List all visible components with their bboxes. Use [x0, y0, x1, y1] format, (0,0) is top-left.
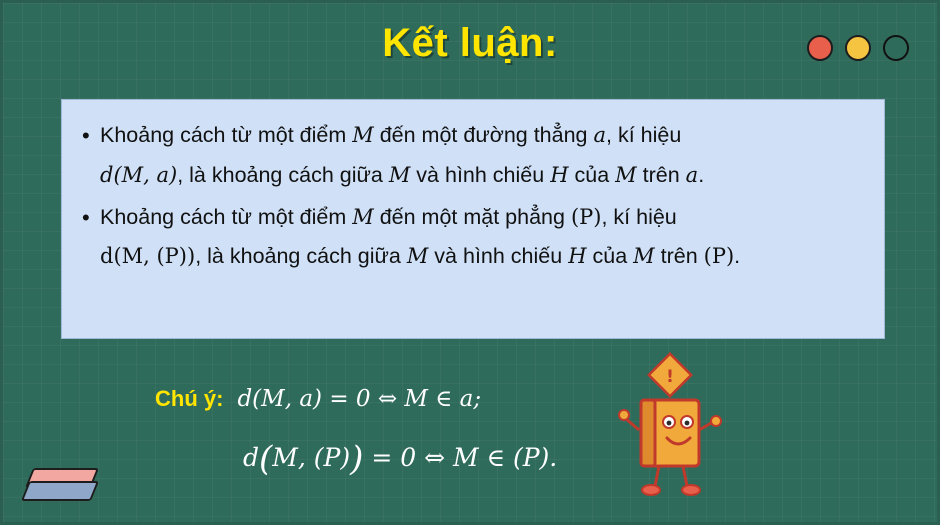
note-formula-2-post: = 0 ⇔ M ∈ (P).	[363, 443, 558, 472]
b1-h: H	[550, 162, 569, 187]
list-item	[82, 198, 862, 278]
bullet-marker-icon: •	[82, 123, 90, 148]
b2-t3: , kí hiệu	[601, 204, 677, 229]
eraser-bottom	[21, 481, 99, 501]
b2-p: (P)	[570, 204, 602, 229]
b2-h: H	[568, 244, 587, 269]
b1-t2: đến một đường thẳng	[373, 123, 594, 147]
list-item	[82, 116, 862, 196]
b2-t5: và hình chiếu	[428, 244, 569, 269]
bullet-text-1	[100, 116, 862, 196]
b1-t1: Khoảng cách từ một điểm	[100, 123, 353, 147]
dot-yellow-icon	[845, 35, 871, 61]
b1-a: a	[593, 123, 607, 147]
b2-t2: đến một mặt phẳng	[373, 204, 571, 229]
b2-m1: M	[352, 204, 374, 229]
decorative-dots	[807, 35, 909, 61]
note-block	[155, 386, 481, 412]
conclusion-panel	[61, 99, 885, 339]
b1-a2: a	[685, 162, 699, 187]
b2-p2: (P)	[703, 244, 735, 269]
b2-formula: d(M, (P))	[100, 244, 196, 269]
b2-t6: của	[586, 244, 634, 269]
b2-t4: , là khoảng cách giữa	[195, 244, 407, 269]
bullet-marker-icon: •	[82, 204, 90, 230]
dot-red-icon	[807, 35, 833, 61]
book-mascot-icon	[617, 352, 737, 502]
note-formula-1: d(M, a) = 0 ⇔ M ∈ a;	[237, 386, 482, 412]
svg-text:!: !	[666, 367, 674, 387]
b1-m1: M	[352, 123, 374, 147]
b2-m2: M	[406, 244, 429, 269]
b1-t7: trên	[636, 162, 686, 187]
note-formula-2-pre: d	[243, 443, 260, 472]
b2-t8: .	[734, 244, 741, 269]
note-formula-2	[243, 439, 558, 479]
note-label: Chú ý:	[155, 386, 224, 411]
b1-t8: .	[698, 162, 705, 187]
left-paren: (	[259, 439, 273, 479]
b2-m3: M	[633, 244, 655, 269]
dot-dark-icon	[883, 35, 909, 61]
b1-t6: của	[568, 162, 616, 187]
page-title: Kết luận:	[382, 21, 558, 65]
b1-formula: d(M, a)	[100, 162, 178, 187]
b1-t3: , kí hiệu	[606, 123, 682, 147]
b1-t4: , là khoảng cách giữa	[177, 162, 389, 187]
bullet-text-2	[100, 198, 862, 278]
b2-t7: trên	[654, 244, 704, 269]
b2-t1: Khoảng cách từ một điểm	[100, 204, 353, 229]
note-formula-2-inner: M, (P)	[272, 443, 351, 472]
eraser-icon	[23, 464, 97, 504]
b1-t5: và hình chiếu	[410, 162, 551, 187]
b1-m2: M	[388, 162, 411, 187]
b1-m3: M	[615, 162, 637, 187]
right-paren: )	[350, 439, 364, 479]
